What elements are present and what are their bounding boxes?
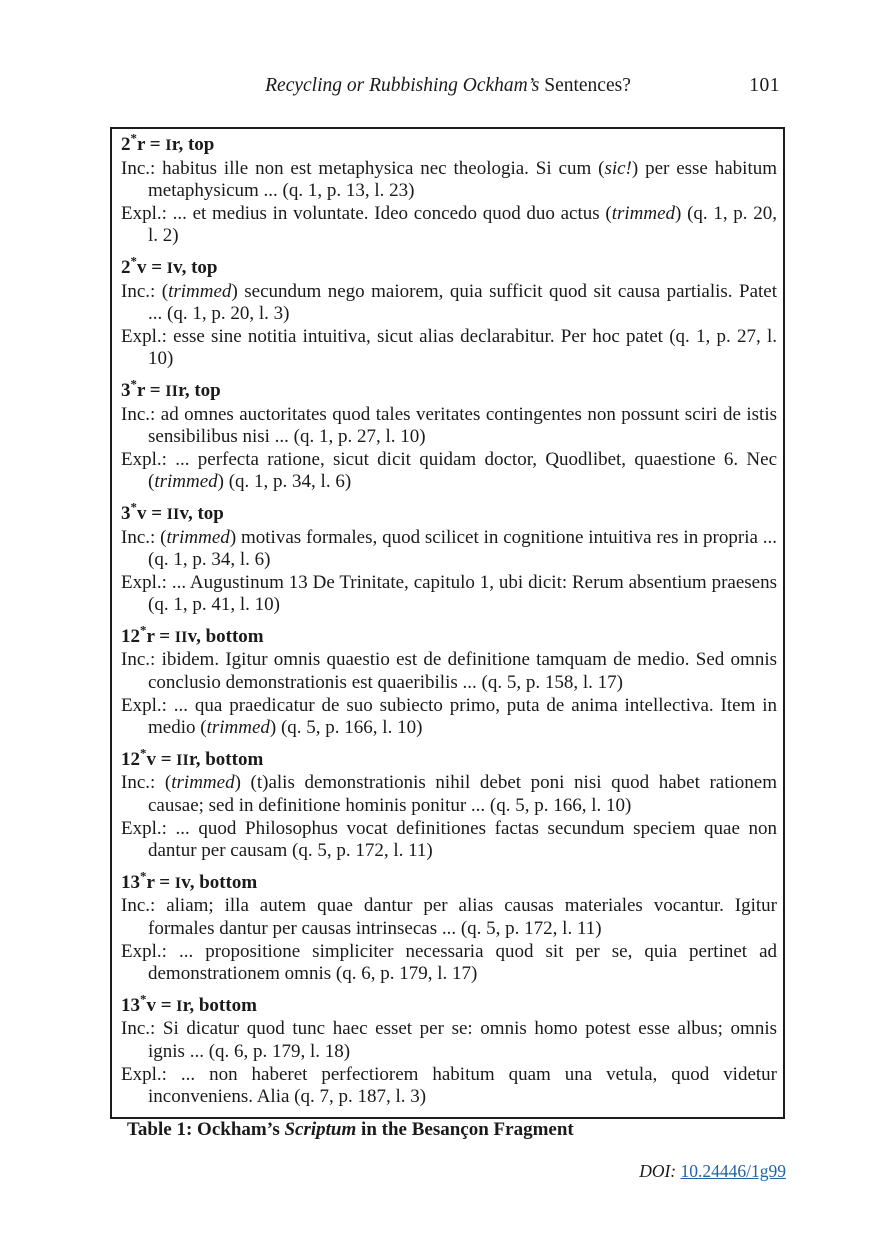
superscript-star: * (130, 130, 137, 146)
explicit-label: Expl.: (121, 817, 167, 839)
incipit-paragraph (121, 772, 777, 817)
superscript-star: * (130, 376, 137, 392)
explicit-paragraph (121, 572, 777, 617)
incipit-paragraph (121, 404, 777, 449)
folio-roman-numeral: I (165, 137, 172, 154)
entry-heading: 2*r = Ir, top (121, 130, 215, 155)
incipit-label: Inc.: (121, 526, 156, 548)
explicit-text: ... perfecta ratione, sicut dicit quidam doctor, Quodlibet, quaestione 6. Nec (trimmed) (q. 1, p. 34, l. 6) (148, 448, 778, 493)
incipit-text: (trimmed) (t)alis demonstrationis nihil debet poni nisi quod habet rationem causae; sed in definitione hominis ponitur ... (q. 5, p. 166, l. 10) (148, 772, 777, 817)
incipit-text: aliam; illa autem quae dantur per alias causas materiales vocantur. Igitur formales dantur per causas intrinsecas ... (q. 5, p. 172, l. 11) (148, 895, 778, 939)
incipit-text: (trimmed) motivas formales, quod scilicet in cognitione intuitiva res in propria ... (q. 1, p. 34, l. 6) (148, 526, 778, 571)
incipit-text: ibidem. Igitur omnis quaestio est de definitione tamquam de medio. Sed omnis conclusio demonstrationis est quaeribilis ... (q. 5, p. 158, l. 17) (148, 649, 778, 694)
incipit-text: habitus ille non est metaphysica nec theologia. Si cum (sic!) per esse habitum metaphysicum ... (q. 1, p. 13, l. 23) (148, 157, 777, 202)
explicit-label: Expl.: (121, 325, 167, 347)
incipit-text: Si dicatur quod tunc haec esset per se: omnis homo potest esse albus; omnis ignis ... (q. 6, p. 179, l. 18) (148, 1018, 778, 1062)
table-entry (121, 499, 778, 617)
running-head (110, 74, 786, 100)
explicit-text: esse sine notitia intuitiva, sicut alias declarabitur. Per hoc patet (q. 1, p. 27, l. 10) (148, 325, 777, 370)
explicit-label: Expl.: (121, 448, 167, 470)
explicit-text: ... Augustinum 13 De Trinitate, capitulo 1, ubi dicit: Rerum absentium praesens (q. 1, p. 41, l. 10) (148, 571, 778, 616)
incipit-paragraph (121, 1018, 777, 1063)
explicit-text: ... propositione simpliciter necessaria quod sit per se, quia pertinet ad demonstrationem omnis (q. 6, p. 179, l. 17) (148, 940, 778, 985)
caption-prefix: Table 1: Ockham’s (127, 1119, 285, 1140)
explicit-paragraph (121, 695, 777, 740)
table-entry (121, 868, 778, 986)
incipit-text: (trimmed) secundum nego maiorem, quia sufficit quod sit causa partialis. Patet ... (q. 1, p. 20, l. 3) (148, 280, 778, 325)
superscript-star: * (140, 868, 147, 884)
table-caption (127, 1118, 787, 1142)
page-title-roman: Sentences? (544, 75, 631, 96)
caption-work-title: Scriptum (284, 1119, 357, 1140)
explicit-paragraph (121, 1064, 777, 1109)
explicit-text: ... qua praedicatur de suo subiecto primo, puta de anima intellectiva. Item in medio (trimmed) (q. 5, p. 166, l. 10) (148, 694, 777, 739)
explicit-label: Expl.: (121, 571, 167, 593)
folio-roman-numeral: I (174, 874, 182, 892)
folio-roman-numeral: II (174, 628, 188, 646)
incipit-text: ad omnes auctoritates quod tales veritates contingentes non possunt sciri de istis sensibilibus nisi ... (q. 1, p. 27, l. 10) (148, 403, 777, 448)
incipit-paragraph (121, 895, 777, 940)
explicit-label: Expl.: (121, 202, 167, 224)
explicit-paragraph (121, 326, 777, 371)
table-entry (121, 745, 778, 863)
caption-suffix: in the Besançon Fragment (356, 1119, 574, 1140)
explicit-paragraph (121, 449, 777, 494)
folio-roman-numeral: II (166, 505, 180, 523)
folio-roman-numeral: I (176, 997, 183, 1015)
folio-roman-numeral: I (166, 259, 174, 277)
doi-label: DOI: (639, 1161, 681, 1181)
incipit-label: Inc.: (121, 895, 156, 917)
superscript-star: * (130, 253, 137, 269)
superscript-star: * (130, 499, 137, 515)
incipit-label: Inc.: (121, 157, 156, 179)
entry-heading: 13*r = Iv, bottom (121, 868, 258, 893)
explicit-label: Expl.: (121, 1063, 167, 1085)
incipit-label: Inc.: (121, 649, 156, 671)
incipit-paragraph (121, 281, 777, 326)
explicit-paragraph (121, 818, 777, 863)
explicit-text: ... et medius in voluntate. Ideo concedo quod duo actus (trimmed) (q. 1, p. 20, l. 2) (148, 202, 778, 247)
fragment-table-box (110, 127, 785, 1119)
entry-heading: 12*v = IIr, bottom (121, 745, 264, 770)
doi-line (639, 1160, 786, 1182)
folio-roman-numeral: II (176, 751, 190, 769)
incipit-label: Inc.: (121, 280, 156, 302)
incipit-label: Inc.: (121, 1018, 156, 1040)
entry-heading: 2*v = Iv, top (121, 253, 218, 278)
incipit-paragraph (121, 649, 777, 694)
explicit-paragraph (121, 941, 777, 986)
entry-heading: 12*r = IIv, bottom (121, 622, 264, 647)
table-entry (121, 130, 778, 248)
incipit-label: Inc.: (121, 403, 156, 425)
page-title-italic: Recycling or Rubbishing Ockham’s (265, 75, 545, 96)
doi-link[interactable]: 10.24446/1g99 (680, 1161, 786, 1181)
page-number: 101 (749, 75, 780, 96)
entry-heading: 3*r = IIr, top (121, 376, 221, 401)
explicit-text: ... quod Philosophus vocat definitiones factas secundum speciem quae non dantur per causam (q. 5, p. 172, l. 11) (148, 817, 778, 862)
table-entry (121, 622, 778, 740)
incipit-paragraph (121, 527, 777, 572)
superscript-star: * (140, 991, 147, 1007)
table-entry (121, 376, 778, 494)
table-entry (121, 991, 778, 1109)
incipit-paragraph (121, 158, 777, 203)
entry-heading: 3*v = IIv, top (121, 499, 224, 524)
explicit-label: Expl.: (121, 940, 167, 962)
explicit-text: ... non haberet perfectiorem habitum quam una vetula, quod videtur inconveniens. Alia (q. 7, p. 187, l. 3) (148, 1063, 777, 1108)
explicit-label: Expl.: (121, 694, 167, 716)
superscript-star: * (140, 622, 147, 638)
folio-roman-numeral: II (165, 382, 179, 400)
superscript-star: * (140, 745, 147, 761)
incipit-label: Inc.: (121, 772, 156, 794)
explicit-paragraph (121, 203, 777, 248)
entry-heading: 13*v = Ir, bottom (121, 991, 257, 1016)
table-entry (121, 253, 778, 371)
